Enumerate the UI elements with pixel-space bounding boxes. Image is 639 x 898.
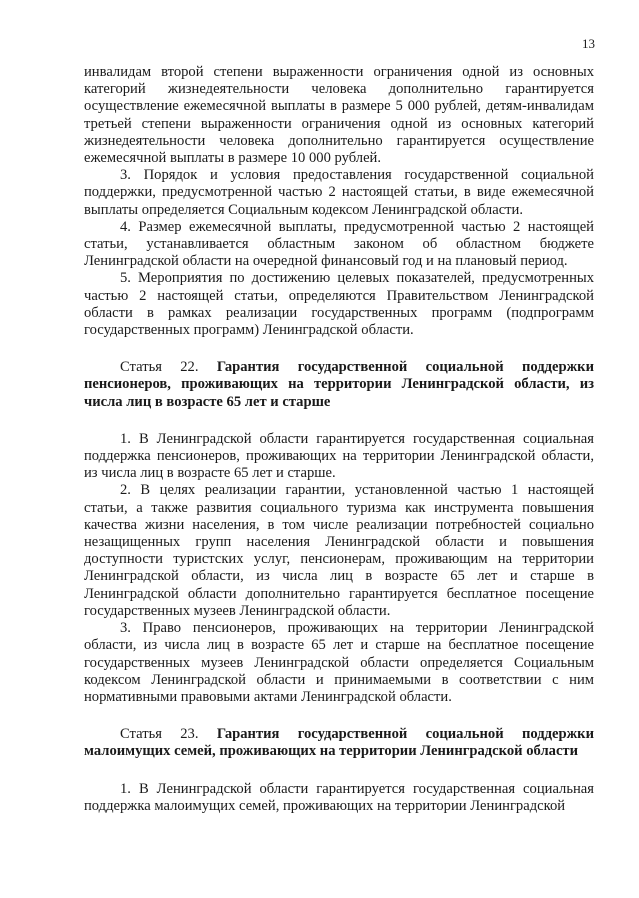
paragraph: 4. Размер ежемесячной выплаты, предусмотренной частью 2 настоящей статьи, устанавливается областным законом об областном бюджете Ленинградской области на очередной финансовый год и на плановый период. — [84, 218, 594, 270]
article-title: Гарантия государственной социальной поддержки малоимущих семей, проживающих на территории Ленинградской области — [84, 726, 594, 760]
article-23-heading — [84, 726, 594, 760]
article-22-heading — [84, 359, 594, 411]
page-number: 13 — [582, 36, 595, 51]
paragraph: 1. В Ленинградской области гарантируется государственная социальная поддержка малоимущих семей, проживающих на территории Ленинградской — [84, 780, 594, 814]
article-title: Гарантия государственной социальной поддержки пенсионеров, проживающих на территории Ленинградской области, из числа лиц в возрасте 65 лет и старше — [84, 359, 594, 410]
article-number: Статья 22. — [120, 359, 199, 376]
document-body — [84, 64, 594, 815]
paragraph: инвалидам второй степени выраженности ограничения одной из основных категорий жизнедеятельности человека дополнительно гарантируется осуществление ежемесячной выплаты в размере 5 000 рублей, детям-инвалидам третьей степени выраженности ограничения одной из основных категорий жизнедеятельности человека дополнительно гарантируется осуществление ежемесячной выплаты в размере 10 000 рублей. — [84, 64, 594, 167]
paragraph: 3. Право пенсионеров, проживающих на территории Ленинградской области, из числа лиц в возрасте 65 лет и старше на бесплатное посещение государственных музеев Ленинградской области определяется Социальным кодексом Ленинградской области и принимаемыми в соответствии с ним нормативными правовыми актами Ленинградской области. — [84, 620, 594, 705]
paragraph: 3. Порядок и условия предоставления государственной социальной поддержки, предусмотренной частью 2 настоящей статьи, в виде ежемесячной выплаты определяется Социальным кодексом Ленинградской области. — [84, 167, 594, 218]
paragraph: 5. Мероприятия по достижению целевых показателей, предусмотренных частью 2 настоящей статьи, определяются Правительством Ленинградской области в рамках реализации государственных программ (подпрограмм государственных программ) Ленинградской области. — [84, 270, 594, 339]
paragraph: 1. В Ленинградской области гарантируется государственная социальная поддержка пенсионеров, проживающих на территории Ленинградской области, из числа лиц в возрасте 65 лет и старше. — [84, 430, 594, 482]
article-number: Статья 23. — [120, 726, 199, 743]
paragraph: 2. В целях реализации гарантии, установленной частью 1 настоящей статьи, а также развития социального туризма как инструмента повышения качества жизни населения, в том числе реализации потребностей социально незащищенных групп населения Ленинградской области и повышения доступности туристских услуг, пенсионерам, проживающим на территории Ленинградской области, из числа лиц в возрасте 65 лет и старше в Ленинградской области дополнительно гарантируется бесплатное посещение государственных музеев Ленинградской области. — [84, 482, 594, 619]
